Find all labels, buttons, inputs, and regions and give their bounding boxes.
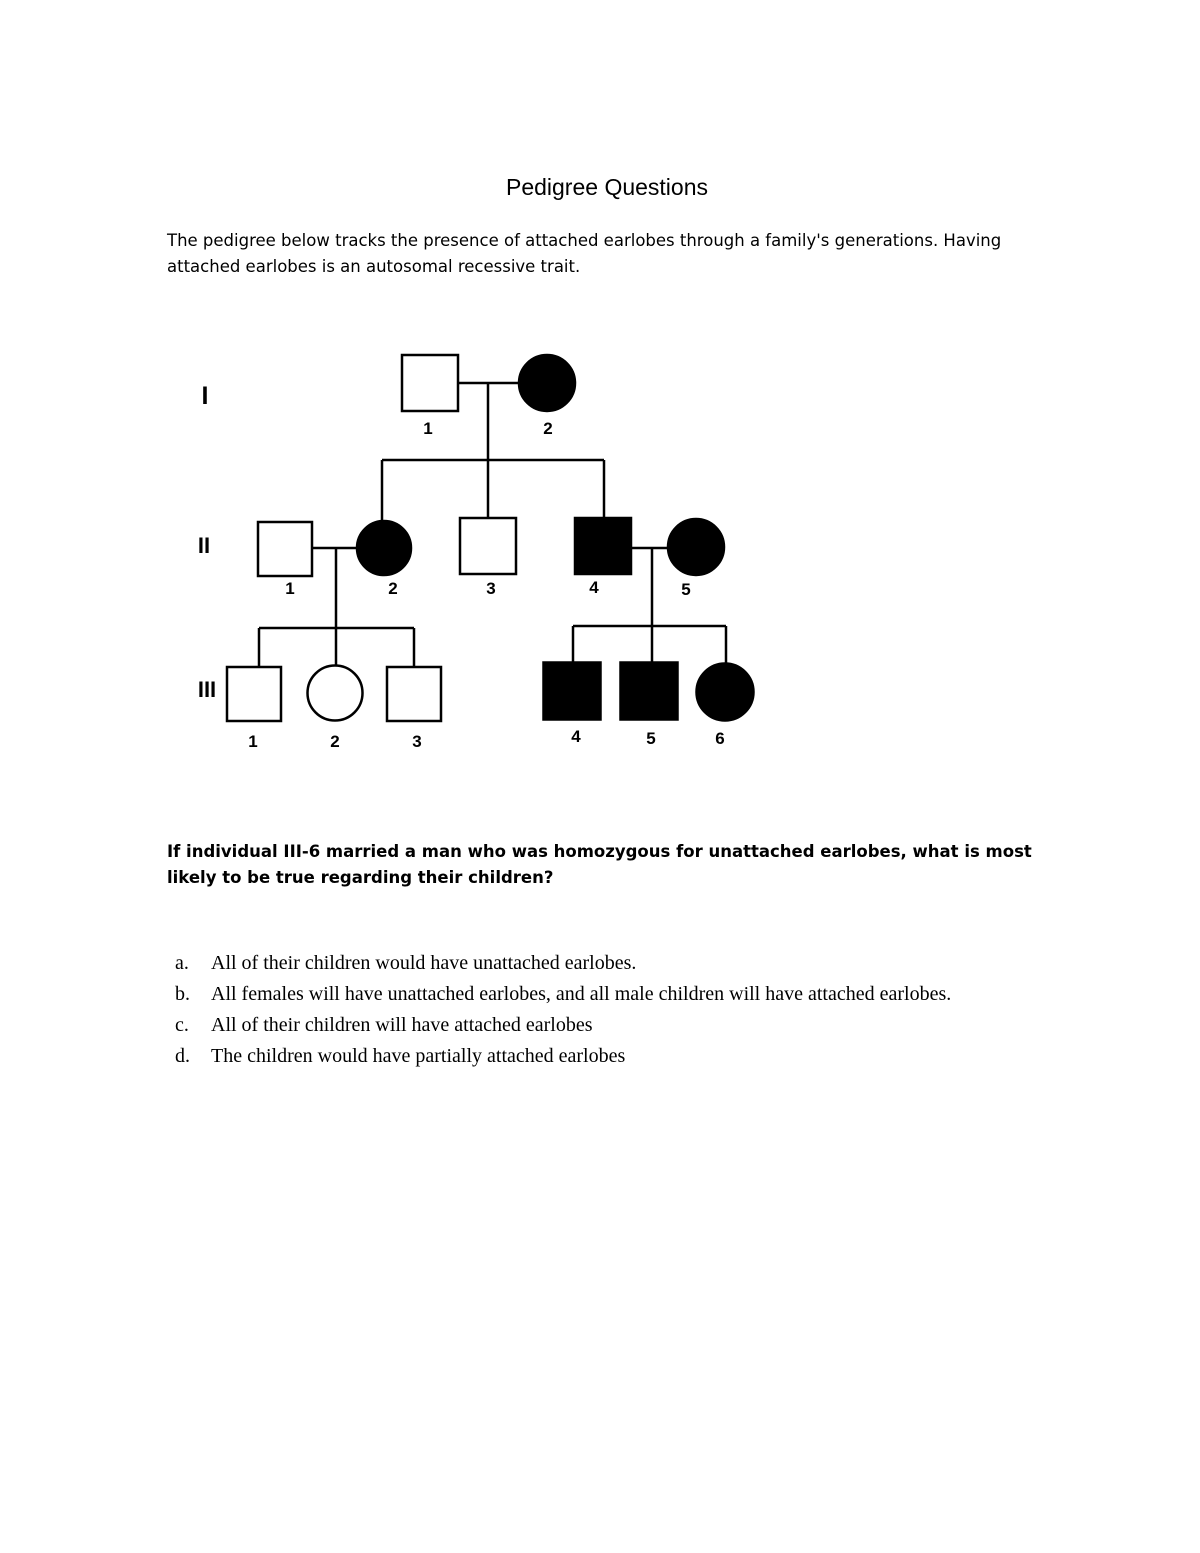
individual-number: 4 [589,578,599,597]
affected-female-circle [519,355,575,411]
intro-paragraph: The pedigree below tracks the presence of attached earlobes through a family's generations. Having attached earlobes is an autosomal recessive trait. [167,231,1002,276]
affected-male-square [621,663,678,720]
individual-number: 2 [543,419,553,438]
pedigree-symbols [227,355,754,751]
answer-option-b[interactable] [167,979,1047,1010]
individual-number: 2 [330,732,340,751]
affected-female-circle [357,521,411,575]
generation-label: I [201,382,209,410]
individual-number: 5 [681,580,691,599]
individual-number: 3 [412,732,422,751]
unaffected-male-square [460,518,516,574]
affected-male-square [544,663,601,720]
affected-female-circle [668,519,724,575]
generation-label: III [197,677,217,702]
generation-label: II [197,533,211,558]
option-text: The children would have partially attached earlobes [211,1045,626,1067]
page-title: Pedigree Questions [505,174,708,200]
individual-number: 6 [715,729,725,748]
answer-options [167,948,1047,1072]
unaffected-male-square [258,522,312,576]
unaffected-female-circle [308,666,363,721]
option-text: All of their children will have attached earlobes [211,1014,593,1036]
option-letter: d. [175,1045,190,1067]
option-letter: c. [175,1014,189,1036]
answer-option-c[interactable] [167,1010,1047,1041]
individual-number: 2 [388,579,398,598]
individual-number: 4 [571,727,581,746]
affected-female-circle [697,664,754,721]
answer-option-d[interactable] [167,1041,1047,1072]
individual-number: 1 [285,579,295,598]
unaffected-male-square [227,667,281,721]
unaffected-male-square [387,667,441,721]
individual-number: 1 [423,419,433,438]
answer-option-a[interactable] [167,948,1047,979]
question-text: If individual III-6 married a man who was homozygous for unattached earlobes, what is most likely to be true regarding their children? [167,842,1032,887]
unaffected-male-square [402,355,458,411]
affected-male-square [575,518,631,574]
option-text: All of their children would have unattached earlobes. [211,952,637,974]
individual-number: 1 [248,732,258,751]
option-letter: b. [175,983,190,1005]
individual-number: 5 [646,729,656,748]
individual-number: 3 [486,579,496,598]
option-letter: a. [175,952,189,974]
option-text: All females will have unattached earlobes, and all male children will have attached earlobes. [211,983,952,1005]
